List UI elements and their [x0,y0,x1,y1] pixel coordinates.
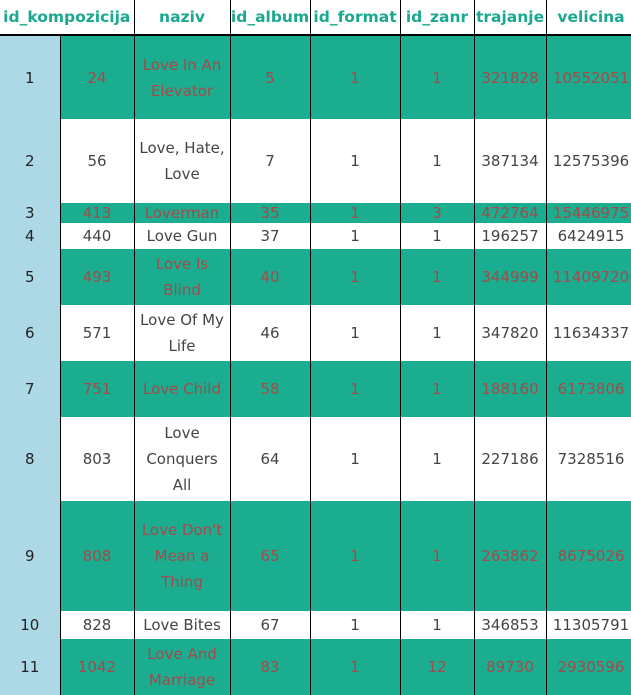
cell-trajanje: 346853 [474,611,546,639]
cell-naziv: Love Is Blind [134,249,230,305]
column-header[interactable]: velicina [546,0,631,35]
cell-id-album: 58 [230,361,310,417]
cell-trajanje: 196257 [474,223,546,249]
cell-id-kompozicija: 751 [60,361,134,417]
table-row[interactable] [0,305,631,361]
cell-id-zanr: 1 [400,611,474,639]
cell-id-kompozicija: 571 [60,305,134,361]
cell-id-album: 67 [230,611,310,639]
cell-velicina: 10552051 [546,35,631,119]
table-row[interactable] [0,119,631,203]
table-row[interactable] [0,417,631,501]
cell-trajanje: 321828 [474,35,546,119]
cell-id-kompozicija: 440 [60,223,134,249]
cell-velicina: 6424915 [546,223,631,249]
cell-id-kompozicija: 828 [60,611,134,639]
cell-trajanje: 227186 [474,417,546,501]
column-header[interactable]: id_format [310,0,400,35]
cell-id-album: 46 [230,305,310,361]
cell-velicina: 6173806 [546,361,631,417]
cell-trajanje: 344999 [474,249,546,305]
cell-id-format: 1 [310,305,400,361]
row-index: 9 [0,501,60,611]
cell-id-album: 64 [230,417,310,501]
cell-trajanje: 89730 [474,639,546,695]
cell-id-kompozicija: 1042 [60,639,134,695]
table-row[interactable] [0,203,631,223]
cell-id-zanr: 1 [400,119,474,203]
table-row[interactable] [0,361,631,417]
cell-id-format: 1 [310,361,400,417]
cell-id-format: 1 [310,501,400,611]
cell-id-kompozicija: 413 [60,203,134,223]
cell-id-album: 40 [230,249,310,305]
cell-id-zanr: 12 [400,639,474,695]
cell-id-format: 1 [310,223,400,249]
cell-id-format: 1 [310,249,400,305]
cell-id-zanr: 1 [400,223,474,249]
cell-id-zanr: 1 [400,501,474,611]
cell-naziv: Loverman [134,203,230,223]
row-index: 7 [0,361,60,417]
cell-id-album: 37 [230,223,310,249]
cell-velicina: 8675026 [546,501,631,611]
cell-id-album: 35 [230,203,310,223]
row-index: 6 [0,305,60,361]
cell-trajanje: 387134 [474,119,546,203]
cell-id-zanr: 1 [400,249,474,305]
column-header[interactable]: id_zanr [400,0,474,35]
cell-trajanje: 263862 [474,501,546,611]
column-header[interactable]: trajanje [474,0,546,35]
cell-naziv: Love, Hate, Love [134,119,230,203]
row-index: 10 [0,611,60,639]
row-index: 5 [0,249,60,305]
cell-id-format: 1 [310,417,400,501]
row-index: 3 [0,203,60,223]
cell-id-kompozicija: 56 [60,119,134,203]
column-header[interactable]: id_album [230,0,310,35]
cell-naziv: Love Don't Mean a Thing [134,501,230,611]
cell-naziv: Love Child [134,361,230,417]
row-index: 8 [0,417,60,501]
table-row[interactable] [0,639,631,695]
table-row[interactable] [0,611,631,639]
column-header[interactable]: naziv [134,0,230,35]
cell-id-zanr: 1 [400,35,474,119]
cell-id-format: 1 [310,35,400,119]
cell-id-album: 65 [230,501,310,611]
cell-velicina: 11634337 [546,305,631,361]
cell-trajanje: 472764 [474,203,546,223]
cell-naziv: Love And Marriage [134,639,230,695]
cell-velicina: 2930596 [546,639,631,695]
table-row[interactable] [0,501,631,611]
table-row[interactable] [0,223,631,249]
column-header[interactable]: id_kompozicija [0,0,134,35]
cell-naziv: Love Gun [134,223,230,249]
row-index: 4 [0,223,60,249]
cell-velicina: 11305791 [546,611,631,639]
cell-id-format: 1 [310,119,400,203]
cell-id-kompozicija: 24 [60,35,134,119]
cell-id-zanr: 3 [400,203,474,223]
table-row[interactable] [0,35,631,119]
cell-naziv: Love Of My Life [134,305,230,361]
row-index: 2 [0,119,60,203]
cell-naziv: Love Conquers All [134,417,230,501]
cell-id-format: 1 [310,611,400,639]
cell-velicina: 7328516 [546,417,631,501]
cell-id-kompozicija: 803 [60,417,134,501]
cell-trajanje: 188160 [474,361,546,417]
cell-id-zanr: 1 [400,417,474,501]
cell-velicina: 15446975 [546,203,631,223]
table-row[interactable] [0,249,631,305]
cell-naziv: Love Bites [134,611,230,639]
cell-id-zanr: 1 [400,361,474,417]
cell-naziv: Love In An Elevator [134,35,230,119]
header-row [0,0,631,35]
cell-velicina: 11409720 [546,249,631,305]
cell-velicina: 12575396 [546,119,631,203]
cell-id-kompozicija: 493 [60,249,134,305]
cell-id-zanr: 1 [400,305,474,361]
cell-id-format: 1 [310,203,400,223]
row-index: 11 [0,639,60,695]
row-index: 1 [0,35,60,119]
cell-id-album: 5 [230,35,310,119]
cell-id-format: 1 [310,639,400,695]
cell-trajanje: 347820 [474,305,546,361]
cell-id-kompozicija: 808 [60,501,134,611]
cell-id-album: 7 [230,119,310,203]
cell-id-album: 83 [230,639,310,695]
